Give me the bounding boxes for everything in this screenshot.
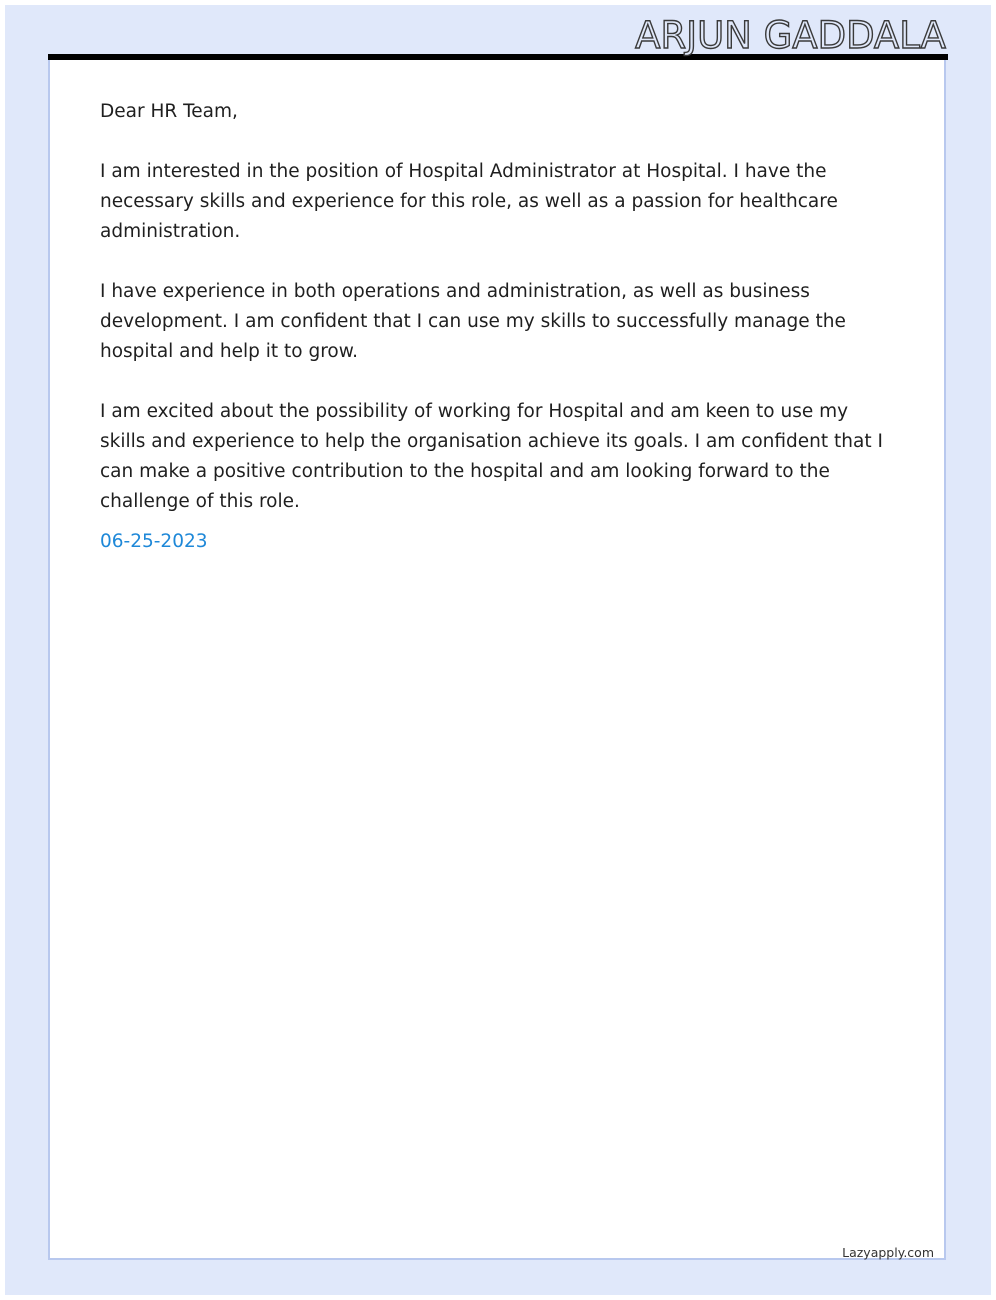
letter-paragraph: I am excited about the possibility of working for Hospital and am keen to use my skills and experience to help the organisation achieve its goals. I am confident that I can make a positive contribution to the hospital and am looking forward to the challenge of this role. xyxy=(100,401,883,512)
letter-greeting: Dear HR Team, xyxy=(100,101,238,122)
letter-paragraph: I am interested in the position of Hospital Administrator at Hospital. I have the necessary skills and experience for this role, as well as a passion for healthcare administration. xyxy=(100,161,838,242)
letter-date: 06-25-2023 xyxy=(100,531,208,552)
letter-body xyxy=(100,97,890,557)
applicant-name: ARJUN GADDALA xyxy=(635,14,946,57)
footer-brand: Lazyapply.com xyxy=(842,1245,934,1260)
letter-paragraph: I have experience in both operations and administration, as well as business development. I am confident that I can use my skills to successfully manage the hospital and help it to grow. xyxy=(100,281,846,362)
